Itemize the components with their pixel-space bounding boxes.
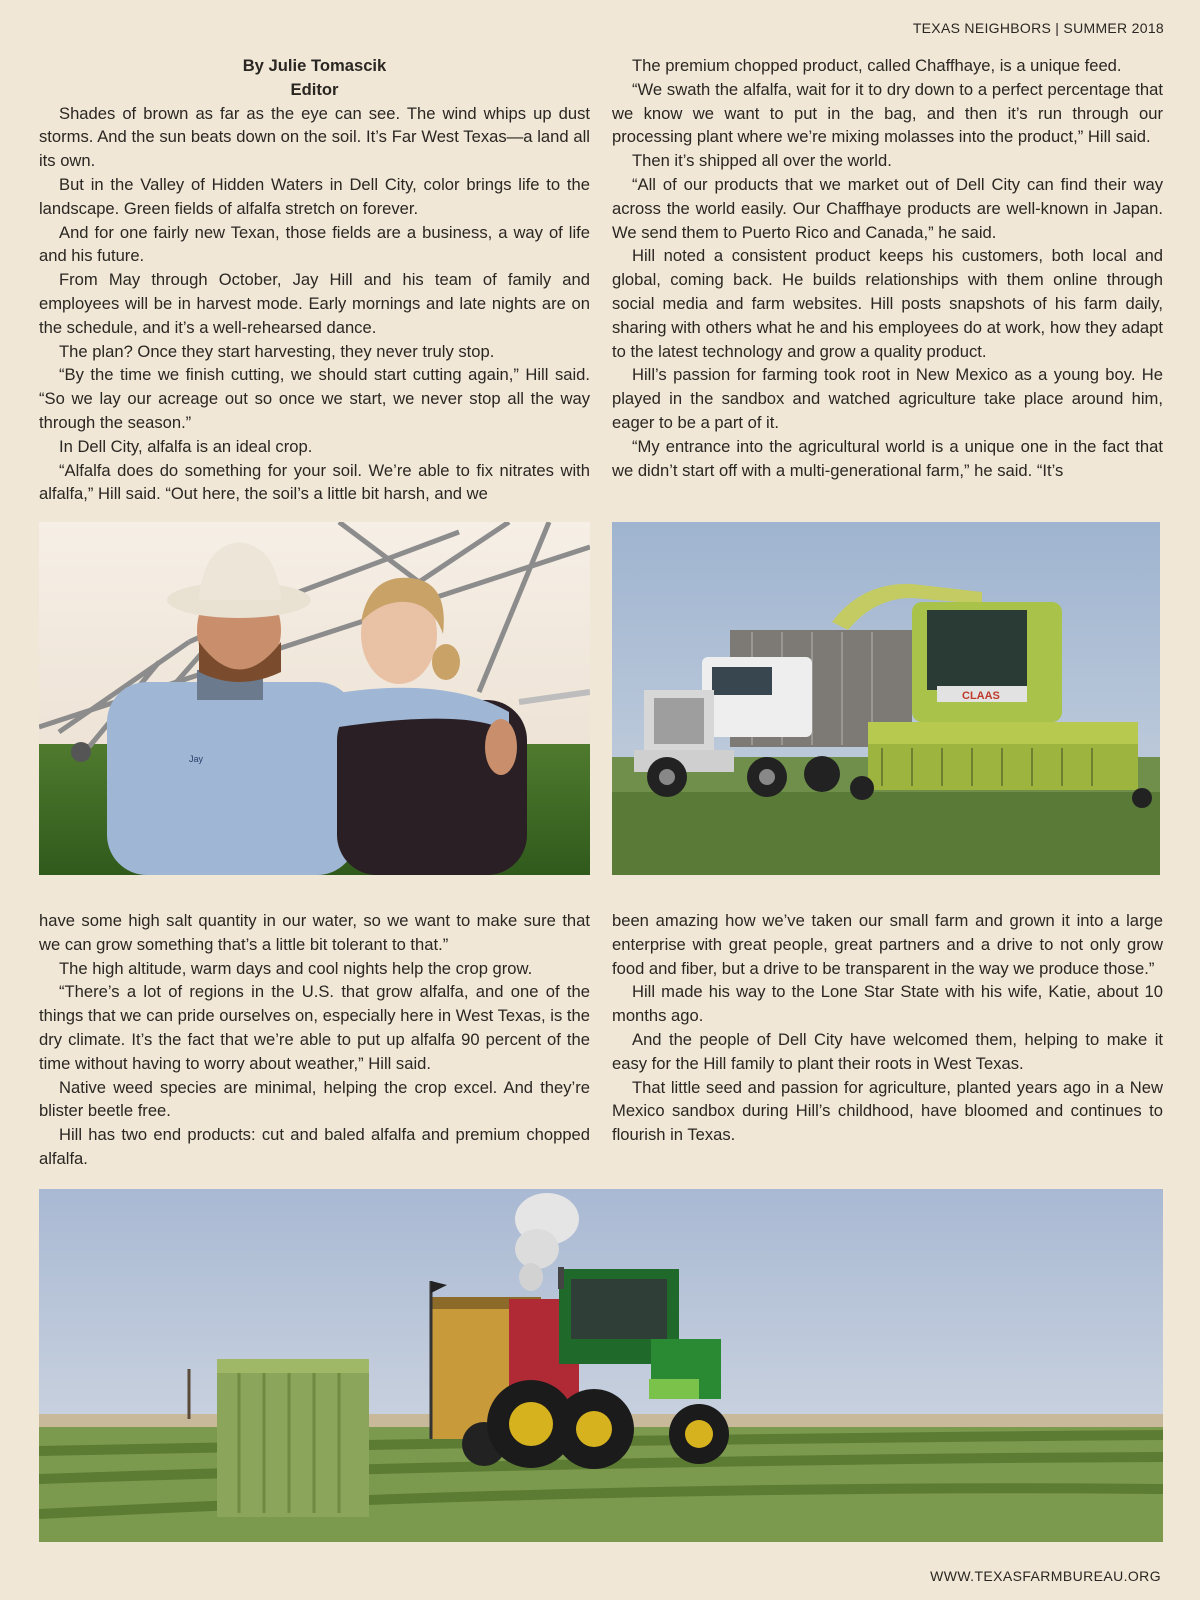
byline xyxy=(39,54,590,102)
paragraph: Hill’s passion for farming took root in New Mexico as a young boy. He played in the sandbox and watched agriculture take place around him, eager to be a part of it. xyxy=(612,365,1163,432)
paragraph: The premium chopped product, called Chaffhaye, is a unique feed. xyxy=(632,56,1122,75)
paragraph: And for one fairly new Texan, those fields are a business, a way of life and his future. xyxy=(39,222,590,266)
paragraph: “All of our products that we market out of Dell City can find their way across the world easily. Our Chaffhaye products are well-known in Japan. We send them to Puerto Rico and Canada,” he said. xyxy=(612,174,1163,242)
tractor-and-bale-photo xyxy=(39,1189,1163,1542)
paragraph: “Alfalfa does do something for your soil. We’re able to fix nitrates with alfalfa,” Hill said. “Out here, the soil’s a little bit harsh, and we xyxy=(39,460,590,504)
author-name: By Julie Tomascik xyxy=(242,56,387,75)
paragraph: Hill made his way to the Lone Star State with his wife, Katie, about 10 months ago. xyxy=(612,982,1163,1026)
paragraph: Then it’s shipped all over the world. xyxy=(632,151,892,171)
couple-in-alfalfa-field-photo xyxy=(39,522,590,875)
article-column-1-top xyxy=(39,54,590,506)
paragraph: And the people of Dell City have welcomed them, helping to make it easy for the Hill family to plant their roots in West Texas. xyxy=(612,1029,1163,1073)
paragraph: The high altitude, warm days and cool nights help the crop grow. xyxy=(59,958,533,978)
author-role: Editor xyxy=(290,79,339,99)
paragraph: Native weed species are minimal, helping the crop excel. And they’re blister beetle free. xyxy=(39,1077,590,1121)
paragraph: “We swath the alfalfa, wait for it to dry down to a perfect percentage that we know we want to put in the bag, and then it’s run through our processing plant where we’re mixing molasses into the product,” Hill said. xyxy=(612,79,1163,147)
paragraph: been amazing how we’ve taken our small farm and grown it into a large enterprise with great people, great partners and a drive to not only grow food and fiber, but a drive to be transparent in the way we produce those.” xyxy=(612,911,1163,978)
paragraph: The plan? Once they start harvesting, they never truly stop. xyxy=(59,341,495,361)
brand-text: CLAAS xyxy=(962,690,1000,702)
footer-url[interactable]: WWW.TEXASFARMBUREAU.ORG xyxy=(930,1568,1161,1584)
article-column-2-bottom xyxy=(612,909,1163,1147)
article-column-2-top xyxy=(612,54,1163,482)
paragraph: In Dell City, alfalfa is an ideal crop. xyxy=(59,436,313,456)
article-column-1-bottom xyxy=(39,909,590,1171)
paragraph: have some high salt quantity in our water, so we want to make sure that we can grow something that’s a little bit tolerant to that.” xyxy=(39,911,590,954)
paragraph: “There’s a lot of regions in the U.S. that grow alfalfa, and one of the things that we can pride ourselves on, especially here in West Texas, is the dry climate. It’s the fact that we’re able to put up alfalfa 90 percent of the time without having to worry about weather,” Hill said. xyxy=(39,982,590,1073)
paragraph: Shades of brown as far as the eye can see. The wind whips up dust storms. And the sun beats down on the soil. It’s Far West Texas—a land all its own. xyxy=(39,103,590,171)
paragraph: But in the Valley of Hidden Waters in Dell City, color brings life to the landscape. Green fields of alfalfa stretch on forever. xyxy=(39,174,590,218)
paragraph: Hill has two end products: cut and baled alfalfa and premium chopped alfalfa. xyxy=(39,1125,590,1168)
paragraph: That little seed and passion for agriculture, planted years ago in a New Mexico sandbox during Hill’s childhood, have bloomed and continues to flourish in Texas. xyxy=(612,1077,1163,1145)
shirt-name-text: Jay xyxy=(189,754,204,764)
paragraph: Hill noted a consistent product keeps his customers, both local and global, coming back. He builds relationships with them online through social media and farm websites. Hill posts snapshots of his farm daily, sharing with others what he and his employees do at work, how they adapt to the latest technology and grow a quality product. xyxy=(612,246,1163,361)
paragraph: “My entrance into the agricultural world is a unique one in the fact that we didn’t start off with a multi-generational farm,” he said. “It’s xyxy=(612,436,1163,480)
chopper-and-truck-photo xyxy=(612,522,1160,875)
running-head: TEXAS NEIGHBORS | SUMMER 2018 xyxy=(912,20,1164,36)
paragraph: From May through October, Jay Hill and his team of family and employees will be in harvest mode. Early mornings and late nights are on the schedule, and it’s a well-rehearsed dance. xyxy=(39,270,590,337)
paragraph: “By the time we finish cutting, we should start cutting again,” Hill said. “So we lay our acreage out so once we start, we never stop all the way through the season.” xyxy=(39,365,590,432)
